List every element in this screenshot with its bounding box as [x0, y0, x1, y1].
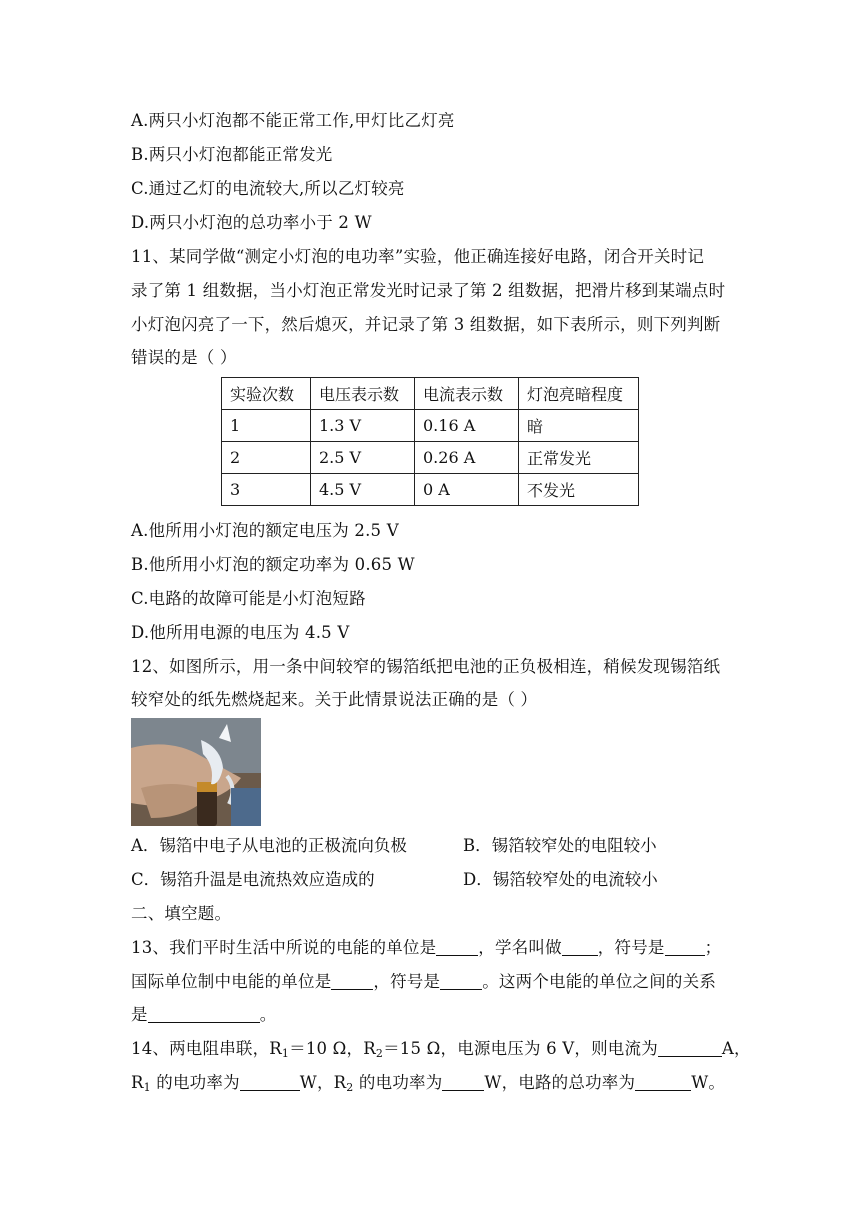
answer-blank[interactable] — [148, 1004, 260, 1023]
table-header-cell: 灯泡亮暗程度 — [519, 378, 639, 410]
q11-option-d: D.他所用电源的电压为 4.5 V — [131, 623, 350, 642]
table-cell: 正常发光 — [519, 442, 639, 474]
q13-text: ，符号是 — [597, 938, 665, 957]
answer-blank[interactable] — [240, 1072, 300, 1091]
q12-stem-line-1: 12、如图所示，用一条中间较窄的锡箔纸把电池的正负极相连，稍候发现锡箔纸 — [131, 657, 721, 676]
table-cell: 1.3 V — [311, 410, 415, 442]
q13-text: 国际单位制中电能的单位是 — [131, 972, 332, 991]
q14-line-2 — [131, 1071, 737, 1095]
table-header-cell: 电压表示数 — [311, 378, 415, 410]
table-row — [222, 474, 639, 506]
q11-stem-line-1: 11、某同学做“测定小灯泡的电功率”实验，他正确连接好电路，闭合开关时记 — [131, 247, 705, 266]
q14-text: 14、两电阻串联，R — [131, 1039, 282, 1058]
table-cell: 3 — [222, 474, 311, 506]
q13-line-3 — [131, 1003, 737, 1027]
q13-text: 。这两个电能的单位之间的关系 — [482, 972, 717, 991]
table-row — [222, 442, 639, 474]
q12-stem-line-2: 较窄处的纸先燃烧起来。关于此情景说法正确的是（ ） — [131, 690, 538, 709]
subscript: 2 — [346, 1081, 354, 1094]
q11-option-c: C.电路的故障可能是小灯泡短路 — [131, 589, 366, 608]
q14-text: 的电功率为 — [150, 1073, 240, 1092]
table-cell: 不发光 — [519, 474, 639, 506]
q11-stem-line-2: 录了第 1 组数据，当小灯泡正常发光时记录了第 2 组数据，把滑片移到某端点时 — [131, 281, 726, 300]
table-header-row — [222, 378, 639, 410]
answer-blank[interactable] — [436, 937, 478, 956]
q12-option-b: B．锡箔较窄处的电阻较小 — [463, 836, 657, 855]
q11-stem-line-3: 小灯泡闪亮了一下，然后熄灭，并记录了第 3 组数据，如下表所示，则下列判断 — [131, 315, 721, 334]
battery-tinfoil-illustration — [131, 718, 261, 826]
answer-blank[interactable] — [635, 1072, 691, 1091]
q10-option-a: A.两只小灯泡都不能正常工作,甲灯比乙灯亮 — [131, 111, 455, 130]
q10-option-d: D.两只小灯泡的总功率小于 2 W — [131, 213, 372, 232]
q14-text: R — [131, 1073, 144, 1092]
table-cell: 2 — [222, 442, 311, 474]
q13-text: ，学名叫做 — [478, 938, 562, 957]
q13-text: 是 — [131, 1005, 148, 1024]
q12-option-c: C．锡箔升温是电流热效应造成的 — [131, 870, 375, 889]
q13-text: 13、我们平时生活中所说的电能的单位是 — [131, 938, 437, 957]
q14-text: W，电路的总功率为 — [484, 1073, 636, 1092]
table-cell: 2.5 V — [311, 442, 415, 474]
answer-blank[interactable] — [442, 1072, 484, 1091]
answer-blank[interactable] — [665, 937, 705, 956]
q14-text: ＝10 Ω，R — [289, 1039, 376, 1058]
table-header-cell: 电流表示数 — [415, 378, 519, 410]
q14-text: W。 — [691, 1073, 726, 1092]
q13-line-2 — [131, 970, 737, 994]
subscript: 2 — [375, 1047, 384, 1060]
section-heading-fill-in: 二、填空题。 — [131, 904, 232, 923]
experiment-data-table — [221, 377, 639, 506]
table-cell: 0 A — [415, 474, 519, 506]
q11-option-b: B.他所用小灯泡的额定功率为 0.65 W — [131, 555, 415, 574]
q13-text: 。 — [259, 1005, 277, 1024]
q13-text: ； — [704, 938, 722, 957]
q13-line-1 — [131, 936, 737, 960]
q11-stem-line-4: 错误的是（ ） — [131, 348, 237, 367]
table-cell: 0.26 A — [415, 442, 519, 474]
table-cell: 暗 — [519, 410, 639, 442]
q14-text: 的电功率为 — [353, 1073, 443, 1092]
q14-line-1 — [131, 1037, 751, 1061]
subscript: 1 — [143, 1081, 151, 1094]
q13-text: ，符号是 — [373, 972, 441, 991]
answer-blank[interactable] — [331, 971, 373, 990]
q12-option-a: A．锡箔中电子从电池的正极流向负极 — [131, 836, 407, 855]
answer-blank[interactable] — [562, 937, 598, 956]
answer-blank[interactable] — [658, 1038, 722, 1057]
subscript: 1 — [281, 1047, 290, 1060]
q14-text: ＝15 Ω，电源电压为 6 V，则电流为 — [383, 1039, 658, 1058]
q11-option-a: A.他所用小灯泡的额定电压为 2.5 V — [131, 521, 399, 540]
q14-text: A， — [721, 1039, 751, 1058]
table-header-cell: 实验次数 — [222, 378, 311, 410]
table-cell: 1 — [222, 410, 311, 442]
q10-option-b: B.两只小灯泡都能正常发光 — [131, 145, 333, 164]
table-cell: 4.5 V — [311, 474, 415, 506]
q12-option-d: D．锡箔较窄处的电流较小 — [463, 870, 658, 889]
table-row — [222, 410, 639, 442]
table-cell: 0.16 A — [415, 410, 519, 442]
answer-blank[interactable] — [440, 971, 482, 990]
q10-option-c: C.通过乙灯的电流较大,所以乙灯较亮 — [131, 179, 405, 198]
q14-text: W，R — [299, 1073, 347, 1092]
battery-tinfoil-photo — [131, 718, 261, 826]
